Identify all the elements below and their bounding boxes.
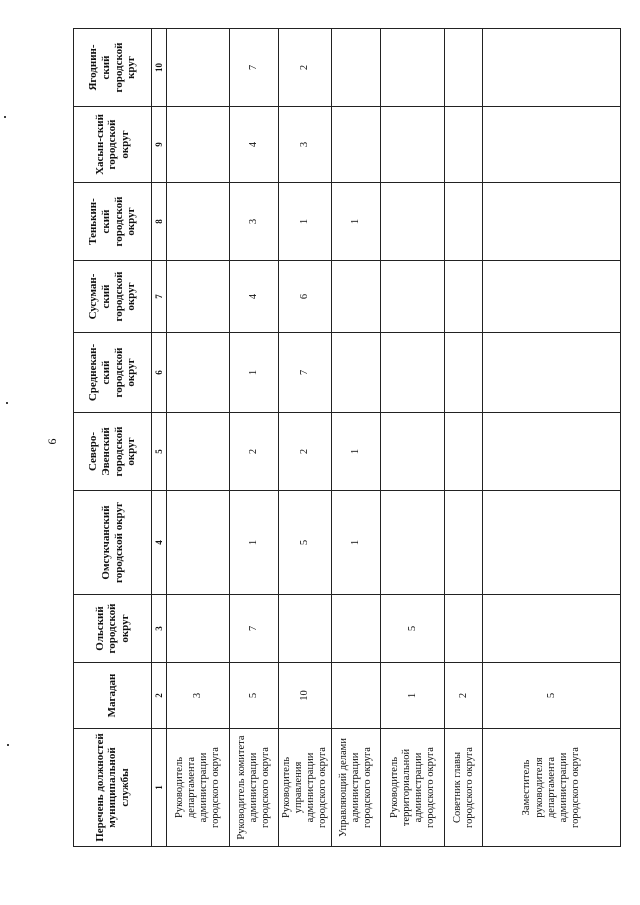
cell-severo-evensky	[167, 413, 230, 491]
header-srednekansky: Среднекан-ский городской округ	[74, 333, 152, 413]
cell-omsukchansky	[483, 491, 621, 595]
cell-tenkinsky	[167, 183, 230, 261]
cell-susumansky	[332, 261, 381, 333]
header-yagodninsky: Ягоднин-ский городской круг	[74, 29, 152, 107]
cell-tenkinsky: 1	[332, 183, 381, 261]
table-row	[230, 29, 279, 847]
cell-tenkinsky: 1	[279, 183, 332, 261]
cell-srednekansky	[445, 333, 483, 413]
cell-yagodninsky: 2	[279, 29, 332, 107]
cell-srednekansky	[332, 333, 381, 413]
cell-susumansky	[445, 261, 483, 333]
header-tenkinsky: Тенькин-ский городской округ	[74, 183, 152, 261]
cell-magadan	[332, 663, 381, 729]
cell-susumansky: 4	[230, 261, 279, 333]
table-row	[483, 29, 621, 847]
cell-khasynsky	[332, 107, 381, 183]
table-row	[381, 29, 445, 847]
cell-magadan: 5	[230, 663, 279, 729]
scan-speck	[6, 402, 8, 404]
cell-severo-evensky: 1	[332, 413, 381, 491]
column-number: 7	[152, 261, 167, 333]
column-number: 3	[152, 595, 167, 663]
position-name: Руководитель управления администрации городского округа	[279, 729, 332, 847]
header-positions: Перечень должностей муниципальной службы	[74, 729, 152, 847]
scan-speck	[4, 116, 6, 118]
column-number: 4	[152, 491, 167, 595]
position-name: Руководитель территориальной администрации городского округа	[381, 729, 445, 847]
cell-yagodninsky	[167, 29, 230, 107]
header-severo-evensky: Северо-Эвенский городской округ	[74, 413, 152, 491]
scan-speck	[7, 744, 9, 746]
cell-yagodninsky: 7	[230, 29, 279, 107]
cell-srednekansky	[381, 333, 445, 413]
column-number: 6	[152, 333, 167, 413]
cell-susumansky	[381, 261, 445, 333]
cell-severo-evensky: 2	[279, 413, 332, 491]
positions-table	[73, 28, 621, 847]
column-number: 10	[152, 29, 167, 107]
cell-yagodninsky	[381, 29, 445, 107]
cell-khasynsky	[167, 107, 230, 183]
cell-yagodninsky	[445, 29, 483, 107]
cell-olsky	[279, 595, 332, 663]
cell-olsky	[483, 595, 621, 663]
cell-tenkinsky	[445, 183, 483, 261]
cell-omsukchansky	[445, 491, 483, 595]
position-name: Заместитель руководителя департамента администрации городского округа	[483, 729, 621, 847]
cell-magadan: 3	[167, 663, 230, 729]
cell-magadan: 5	[483, 663, 621, 729]
cell-khasynsky	[445, 107, 483, 183]
cell-susumansky	[167, 261, 230, 333]
position-name: Руководитель департамента администрации городского округа	[167, 729, 230, 847]
cell-omsukchansky	[381, 491, 445, 595]
cell-khasynsky: 4	[230, 107, 279, 183]
cell-magadan: 10	[279, 663, 332, 729]
cell-olsky	[332, 595, 381, 663]
cell-tenkinsky	[381, 183, 445, 261]
table-row	[332, 29, 381, 847]
rotated-table-container	[73, 29, 621, 847]
cell-olsky: 7	[230, 595, 279, 663]
column-number: 8	[152, 183, 167, 261]
header-omsukchansky: Омсукчанский городской округ	[74, 491, 152, 595]
table-row	[167, 29, 230, 847]
cell-omsukchansky	[167, 491, 230, 595]
position-name: Руководитель комитета администрации городского округа	[230, 729, 279, 847]
column-number: 1	[152, 729, 167, 847]
cell-srednekansky	[483, 333, 621, 413]
cell-olsky: 5	[381, 595, 445, 663]
header-row	[74, 29, 152, 847]
cell-severo-evensky	[445, 413, 483, 491]
column-number: 9	[152, 107, 167, 183]
table-row	[445, 29, 483, 847]
header-susumansky: Сусуман-ский городской округ	[74, 261, 152, 333]
column-number-row	[152, 29, 167, 847]
column-number: 5	[152, 413, 167, 491]
cell-khasynsky	[483, 107, 621, 183]
column-number: 2	[152, 663, 167, 729]
cell-srednekansky: 1	[230, 333, 279, 413]
header-olsky: Ольский городской округ	[74, 595, 152, 663]
cell-severo-evensky	[381, 413, 445, 491]
page-number: 9	[45, 438, 60, 445]
cell-severo-evensky	[483, 413, 621, 491]
cell-severo-evensky: 2	[230, 413, 279, 491]
table-row	[279, 29, 332, 847]
cell-tenkinsky: 3	[230, 183, 279, 261]
cell-khasynsky	[381, 107, 445, 183]
cell-srednekansky	[167, 333, 230, 413]
header-magadan: Магадан	[74, 663, 152, 729]
cell-yagodninsky	[483, 29, 621, 107]
cell-omsukchansky: 5	[279, 491, 332, 595]
cell-omsukchansky: 1	[230, 491, 279, 595]
cell-magadan: 2	[445, 663, 483, 729]
position-name: Управляющий делами администрации городского округа	[332, 729, 381, 847]
cell-srednekansky: 7	[279, 333, 332, 413]
cell-olsky	[445, 595, 483, 663]
cell-tenkinsky	[483, 183, 621, 261]
cell-yagodninsky	[332, 29, 381, 107]
cell-omsukchansky: 1	[332, 491, 381, 595]
cell-susumansky	[483, 261, 621, 333]
cell-magadan: 1	[381, 663, 445, 729]
position-name: Советник главы городского округа	[445, 729, 483, 847]
cell-susumansky: 6	[279, 261, 332, 333]
cell-khasynsky: 3	[279, 107, 332, 183]
cell-olsky	[167, 595, 230, 663]
header-khasynsky: Хасын-ский городской округ	[74, 107, 152, 183]
